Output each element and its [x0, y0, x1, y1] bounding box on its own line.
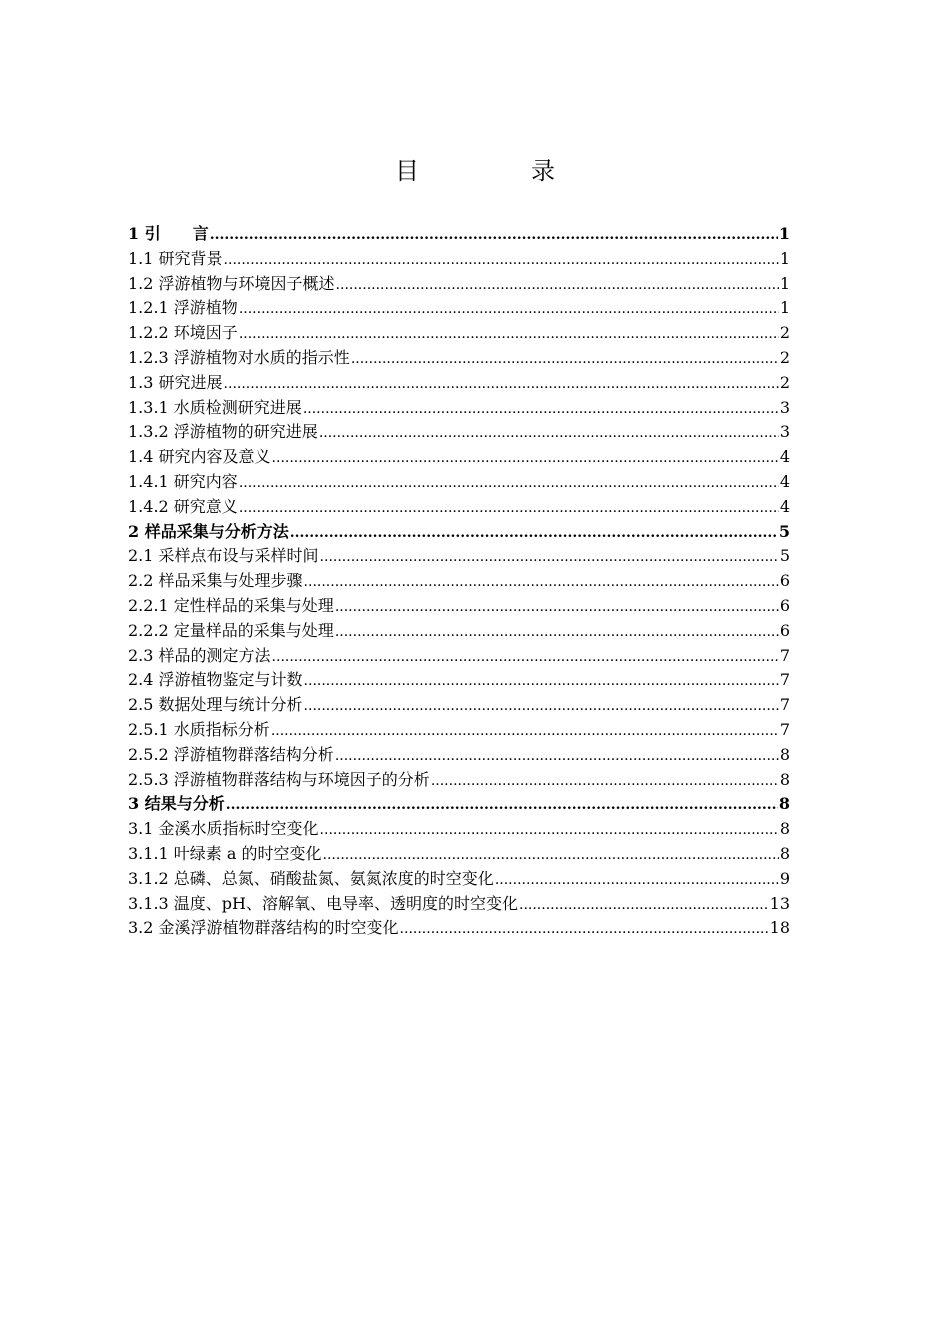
toc-entry-page-number: 13 [769, 893, 790, 913]
toc-dot-leader [320, 818, 779, 843]
toc-entry-page-number: 3 [779, 397, 790, 417]
toc-entry-title: 3.1.1 叶绿素 a 的时空变化 [128, 843, 322, 863]
toc-entry-title: 2.4 浮游植物鉴定与计数 [128, 670, 303, 690]
toc-dot-leader [271, 719, 779, 744]
toc-entry-title: 1.4.2 研究意义 [128, 496, 238, 516]
toc-list [128, 222, 790, 941]
toc-entry-title: 2.5.2 浮游植物群落结构分析 [128, 744, 334, 764]
toc-dot-leader [239, 471, 779, 496]
toc-dot-leader [335, 595, 779, 620]
toc-entry-title: 3.1.3 温度、pH、溶解氧、电导率、透明度的时空变化 [128, 893, 518, 913]
toc-entry[interactable] [128, 296, 790, 321]
toc-entry-page-number: 8 [778, 794, 790, 814]
toc-dot-leader [304, 669, 779, 694]
toc-dot-leader [304, 570, 779, 595]
toc-dot-leader [519, 893, 769, 918]
toc-entry[interactable] [128, 272, 790, 297]
toc-entry-title: 3.1.2 总磷、总氮、硝酸盐氮、氨氮浓度的时空变化 [128, 868, 494, 888]
toc-entry-page-number: 6 [779, 571, 790, 591]
toc-entry-title: 1.2.1 浮游植物 [128, 298, 238, 318]
toc-dot-leader [400, 917, 769, 942]
toc-dot-leader [319, 421, 779, 446]
toc-dot-leader [320, 545, 779, 570]
toc-entry[interactable] [128, 892, 790, 917]
toc-entry[interactable] [128, 222, 790, 247]
toc-entry-page-number: 5 [778, 521, 790, 541]
toc-entry-title: 2.5 数据处理与统计分析 [128, 695, 303, 715]
toc-entry-page-number: 8 [779, 843, 790, 863]
toc-entry[interactable] [128, 768, 790, 793]
toc-entry-title: 1.2 浮游植物与环境因子概述 [128, 273, 335, 293]
toc-entry-title: 3 结果与分析 [128, 794, 225, 814]
toc-entry[interactable] [128, 495, 790, 520]
toc-entry-title: 1.2.2 环境因子 [128, 323, 238, 343]
toc-entry-title: 2.5.1 水质指标分析 [128, 719, 270, 739]
toc-entry[interactable] [128, 817, 790, 842]
toc-entry[interactable] [128, 520, 790, 545]
toc-entry-page-number: 7 [779, 719, 790, 739]
toc-entry-title: 2.2.1 定性样品的采集与处理 [128, 595, 334, 615]
toc-entry-page-number: 1 [778, 224, 790, 243]
toc-entry-title: 2.2 样品采集与处理步骤 [128, 571, 303, 591]
toc-dot-leader [210, 223, 778, 248]
toc-dot-leader [351, 347, 779, 372]
toc-entry-page-number: 2 [779, 347, 790, 367]
toc-dot-leader [272, 645, 779, 670]
toc-entry-title: 2.2.2 定量样品的采集与处理 [128, 620, 334, 640]
toc-dot-leader [495, 868, 779, 893]
toc-entry[interactable] [128, 743, 790, 768]
toc-dot-leader [336, 273, 779, 298]
toc-entry-title: 1.2.3 浮游植物对水质的指示性 [128, 347, 350, 367]
toc-entry[interactable] [128, 470, 790, 495]
toc-entry-page-number: 8 [779, 819, 790, 839]
toc-entry[interactable] [128, 619, 790, 644]
toc-entry[interactable] [128, 693, 790, 718]
toc-dot-leader [335, 620, 779, 645]
toc-entry[interactable] [128, 916, 790, 941]
toc-entry-page-number: 6 [779, 620, 790, 640]
toc-entry[interactable] [128, 544, 790, 569]
toc-entry-page-number: 1 [779, 248, 790, 268]
toc-dot-leader [224, 372, 779, 397]
toc-entry-page-number: 1 [779, 273, 790, 293]
toc-dot-leader [431, 769, 779, 794]
toc-entry-title: 2.3 样品的测定方法 [128, 645, 271, 665]
toc-entry-title: 1.3.2 浮游植物的研究进展 [128, 422, 318, 442]
toc-entry-page-number: 4 [779, 447, 790, 467]
toc-entry[interactable] [128, 594, 790, 619]
toc-entry[interactable] [128, 420, 790, 445]
toc-dot-leader [239, 322, 779, 347]
toc-entry-title: 1.3.1 水质检测研究进展 [128, 397, 302, 417]
toc-entry[interactable] [128, 321, 790, 346]
toc-entry-page-number: 18 [769, 918, 790, 938]
toc-dot-leader [226, 793, 778, 818]
toc-entry-title: 1 引 言 [128, 224, 209, 243]
toc-entry-title: 1.4 研究内容及意义 [128, 447, 271, 467]
toc-entry-page-number: 2 [779, 372, 790, 392]
toc-entry-title: 3.1 金溪水质指标时空变化 [128, 819, 319, 839]
toc-entry-page-number: 7 [779, 645, 790, 665]
toc-entry-page-number: 4 [779, 471, 790, 491]
toc-entry[interactable] [128, 569, 790, 594]
toc-entry-page-number: 6 [779, 595, 790, 615]
toc-entry[interactable] [128, 644, 790, 669]
toc-dot-leader [272, 446, 779, 471]
toc-title: 目 录 [395, 157, 599, 185]
toc-entry-title: 1.1 研究背景 [128, 248, 223, 268]
toc-entry[interactable] [128, 792, 790, 817]
toc-entry-page-number: 3 [779, 422, 790, 442]
toc-entry-title: 1.4.1 研究内容 [128, 471, 238, 491]
toc-entry[interactable] [128, 371, 790, 396]
toc-entry-page-number: 1 [779, 298, 790, 318]
toc-entry-title: 2 样品采集与分析方法 [128, 521, 289, 541]
toc-entry[interactable] [128, 346, 790, 371]
toc-dot-leader [304, 694, 779, 719]
toc-dot-leader [323, 843, 779, 868]
toc-entry-title: 2.1 采样点布设与采样时间 [128, 546, 319, 566]
toc-entry-page-number: 8 [779, 769, 790, 789]
toc-entry-page-number: 5 [779, 546, 790, 566]
toc-entry-page-number: 4 [779, 496, 790, 516]
toc-entry-title: 3.2 金溪浮游植物群落结构的时空变化 [128, 918, 399, 938]
toc-entry[interactable] [128, 867, 790, 892]
toc-entry[interactable] [128, 247, 790, 272]
toc-entry[interactable] [128, 842, 790, 867]
toc-entry-page-number: 9 [779, 868, 790, 888]
toc-entry[interactable] [128, 668, 790, 693]
toc-dot-leader [290, 521, 778, 546]
toc-dot-leader [335, 744, 779, 769]
toc-entry-page-number: 2 [779, 323, 790, 343]
toc-entry[interactable] [128, 396, 790, 421]
toc-entry-page-number: 7 [779, 695, 790, 715]
toc-dot-leader [224, 248, 779, 273]
toc-dot-leader [239, 297, 779, 322]
toc-entry-title: 2.5.3 浮游植物群落结构与环境因子的分析 [128, 769, 430, 789]
toc-entry[interactable] [128, 718, 790, 743]
toc-entry-page-number: 8 [779, 744, 790, 764]
toc-entry[interactable] [128, 445, 790, 470]
toc-dot-leader [239, 496, 779, 521]
toc-dot-leader [303, 397, 779, 422]
toc-entry-title: 1.3 研究进展 [128, 372, 223, 392]
toc-entry-page-number: 7 [779, 670, 790, 690]
